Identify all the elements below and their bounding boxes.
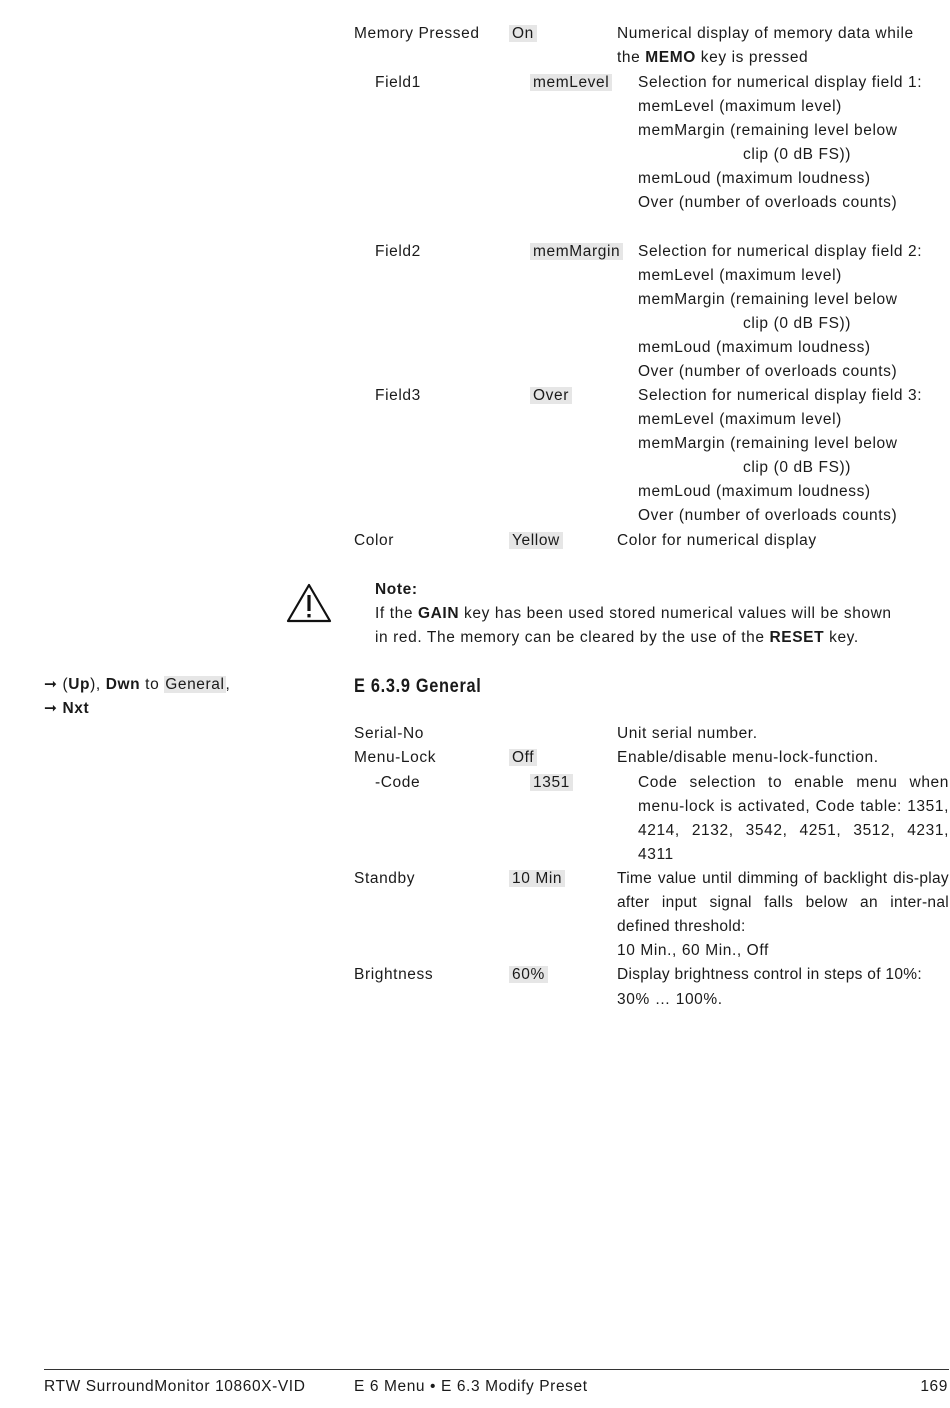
warning-triangle-icon <box>286 582 332 624</box>
memory-pressed-label: Memory Pressed <box>354 25 480 42</box>
note-title: Note: <box>375 581 418 598</box>
memory-pressed-desc: Numerical display of memory data while the MEMO key is pressed <box>617 25 914 66</box>
menulock-value: Off <box>512 746 537 770</box>
color-value: Yellow <box>512 529 563 553</box>
menulock-desc: Enable/disable menu-lock-function. <box>617 749 879 766</box>
code-desc: Code selection to enable menu when menu-lock is activated, Code table: 1351, 4214, 2132, 3542, 4251, 3512, 4231, 4311 <box>638 774 949 863</box>
page-number: 169 <box>920 1378 948 1395</box>
field3-label: Field3 <box>375 387 421 404</box>
footer-section: E 6 Menu • E 6.3 Modify Preset <box>354 1378 588 1395</box>
standby-options: 10 Min., 60 Min., Off <box>617 942 769 959</box>
brightness-label: Brightness <box>354 966 434 983</box>
field2-desc: Selection for numerical display field 2: memLevel (maximum level) memMargin (remaining level below clip (0 dB FS)) memLoud (maximum loudness) Over (number of overloads counts) <box>638 243 923 380</box>
footer-product: RTW SurroundMonitor 10860X-VID <box>44 1378 306 1395</box>
note-line-1: If the GAIN key has been used stored numerical values will be shown <box>375 605 892 622</box>
standby-value: 10 Min <box>512 867 565 891</box>
note-line-2: in red. The memory can be cleared by the use of the RESET key. <box>375 629 859 646</box>
brightness-range: 30% … 100%. <box>617 991 723 1008</box>
standby-desc: Time value until dimming of backlight dis-play after input signal falls below an inter-nal defined threshold: <box>617 870 949 935</box>
serial-label: Serial-No <box>354 725 425 742</box>
field1-desc: Selection for numerical display field 1: memLevel (maximum level) memMargin (remaining level below clip (0 dB FS)) memLoud (maximum loudness) Over (number of overloads counts) <box>638 74 923 211</box>
standby-label: Standby <box>354 870 416 887</box>
field1-value: memLevel <box>533 71 612 95</box>
menulock-label: Menu-Lock <box>354 749 437 766</box>
color-label: Color <box>354 532 395 549</box>
code-label: -Code <box>375 774 421 791</box>
field3-value: Over <box>533 384 572 408</box>
field3-desc: Selection for numerical display field 3: memLevel (maximum level) memMargin (remaining level below clip (0 dB FS)) memLoud (maximum loudness) Over (number of overloads counts) <box>638 387 923 524</box>
footer-divider <box>44 1369 949 1370</box>
field1-label: Field1 <box>375 74 421 91</box>
nav-path: ➞ (Up), Dwn to General, <box>44 676 231 693</box>
code-value: 1351 <box>533 771 573 795</box>
brightness-desc: Display brightness control in steps of 10%: <box>617 966 922 983</box>
field2-value: memMargin <box>533 240 623 264</box>
section-heading: E 6.3.9 General <box>354 676 482 697</box>
brightness-value: 60% <box>512 963 548 987</box>
nav-next: ➞ Nxt <box>44 700 90 717</box>
field2-label: Field2 <box>375 243 421 260</box>
arrow-right-icon: ➞ <box>44 676 58 693</box>
serial-desc: Unit serial number. <box>617 725 758 742</box>
memory-pressed-value: On <box>512 22 537 46</box>
color-desc: Color for numerical display <box>617 532 817 549</box>
arrow-right-icon: ➞ <box>44 700 58 717</box>
